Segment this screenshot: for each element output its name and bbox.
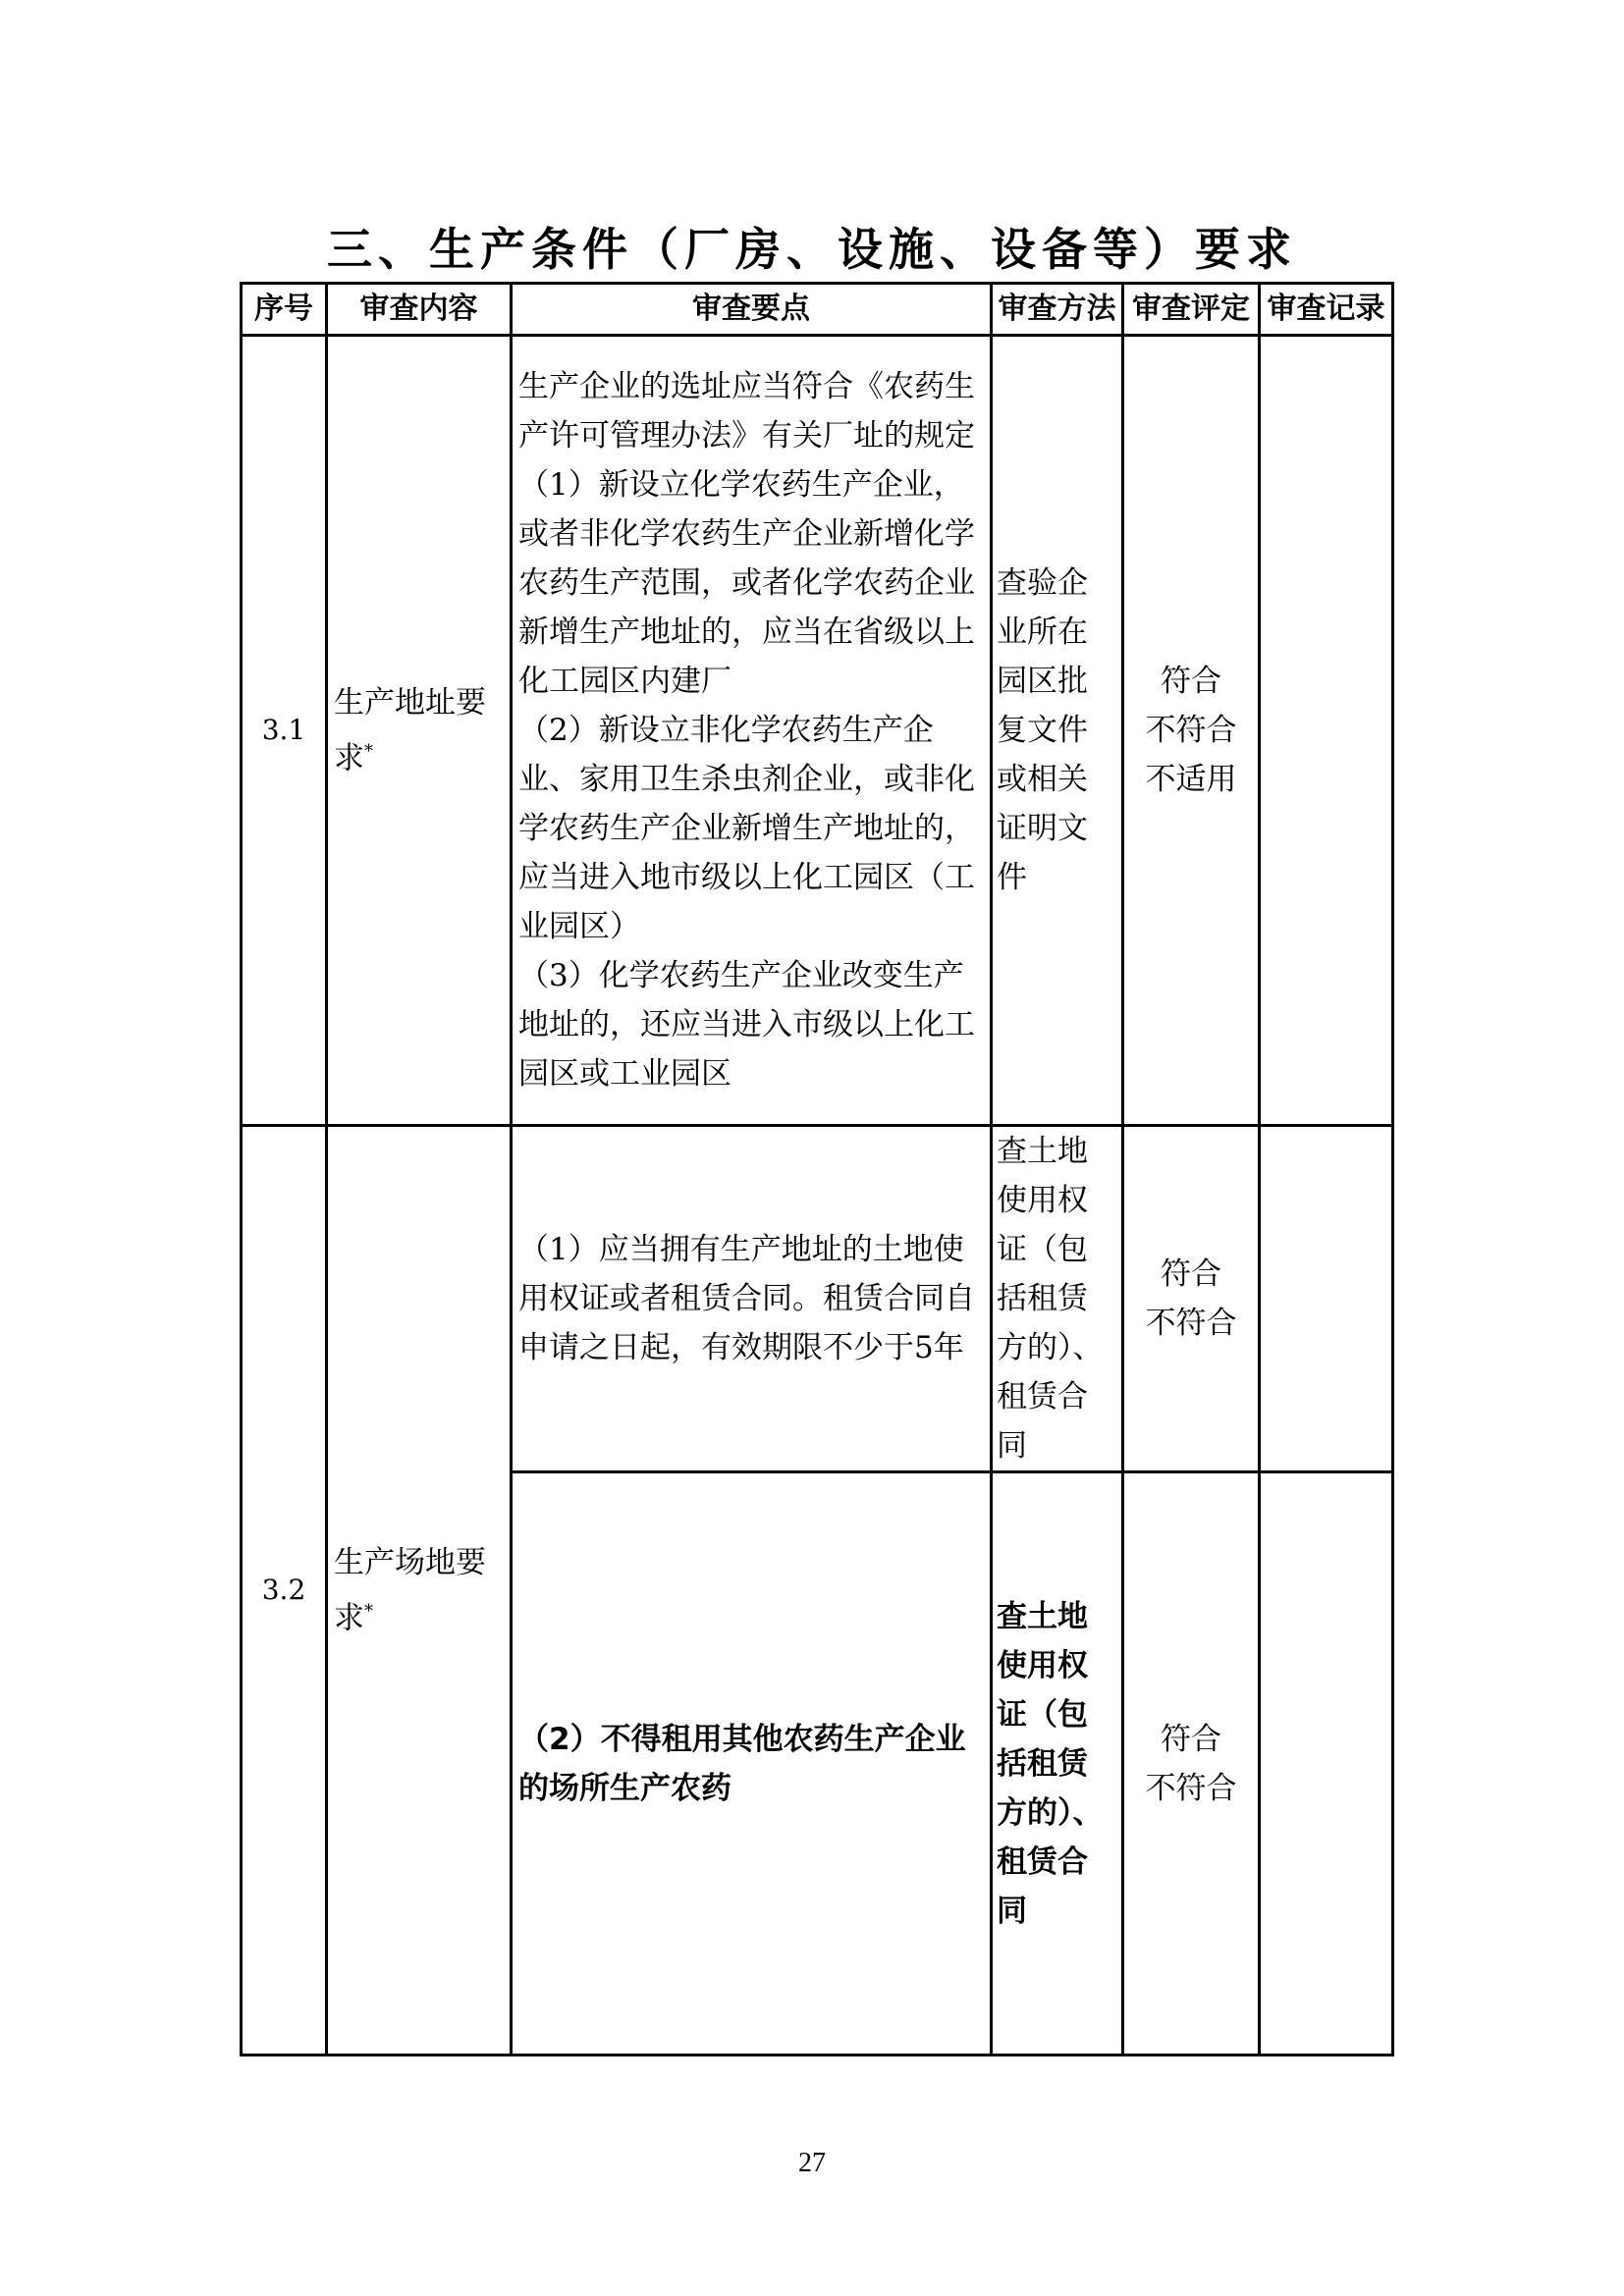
- eval-option: 不适用: [1145, 762, 1237, 797]
- content-text: 生产场地要求: [334, 1544, 486, 1636]
- row-method: 查土地使用权证（包括租赁方的）、租赁合同: [992, 1472, 1123, 2056]
- header-record: 审查记录: [1260, 284, 1393, 336]
- header-evaluation: 审查评定: [1123, 284, 1260, 336]
- content-text: 生产地址要求: [334, 684, 486, 776]
- eval-option: 不符合: [1145, 713, 1237, 748]
- row-evaluation: [1123, 1126, 1260, 1472]
- point-line: （1）新设立化学农药生产企业，或者非化学农药生产企业新增化学农药生产范围，或者化学农药企业新增生产地址的，应当在省级以上化工园区内建厂: [518, 467, 975, 699]
- row-no: 3.2: [242, 1126, 327, 2056]
- row-record[interactable]: [1260, 1472, 1393, 2056]
- row-record[interactable]: [1260, 1126, 1393, 1472]
- point-line: （3）化学农药生产企业改变生产地址的，还应当进入市级以上化工园区或工业园区: [518, 958, 975, 1092]
- eval-option: 不符合: [1145, 1306, 1237, 1341]
- row-evaluation: [1123, 336, 1260, 1126]
- table-row: [242, 1126, 1393, 1472]
- page-number: 27: [798, 2148, 826, 2178]
- inspection-table: [240, 282, 1394, 2056]
- header-content: 审查内容: [327, 284, 512, 336]
- row-evaluation: [1123, 1472, 1260, 2056]
- eval-option: 符合: [1161, 1721, 1221, 1757]
- row-record[interactable]: [1260, 336, 1393, 1126]
- required-mark: *: [364, 740, 373, 762]
- row-point: [512, 336, 992, 1126]
- eval-option: 符合: [1161, 664, 1221, 699]
- eval-option: 不符合: [1145, 1770, 1237, 1806]
- table-header-row: [242, 284, 1393, 336]
- header-point: 审查要点: [512, 284, 992, 336]
- row-point: （1）应当拥有生产地址的土地使用权证或者租赁合同。租赁合同自申请之日起，有效期限不少于5年: [512, 1126, 992, 1472]
- row-content: [327, 1126, 512, 2056]
- eval-option: 符合: [1161, 1256, 1221, 1292]
- header-method: 审查方法: [992, 284, 1123, 336]
- row-method: 查土地使用权证（包括租赁方的）、租赁合同: [992, 1126, 1123, 1472]
- required-mark: *: [364, 1600, 373, 1622]
- point-line: 生产企业的选址应当符合《农药生产许可管理办法》有关厂址的规定: [518, 369, 975, 454]
- point-line: （2）新设立非化学农药生产企业、家用卫生杀虫剂企业，或非化学农药生产企业新增生产地址的，应当进入地市级以上化工园区（工业园区）: [518, 713, 975, 944]
- row-content: [327, 336, 512, 1126]
- row-point: （2）不得租用其他农药生产企业的场所生产农药: [512, 1472, 992, 2056]
- header-no: 序号: [242, 284, 327, 336]
- section-title: 三、生产条件（厂房、设施、设备等）要求: [327, 223, 1297, 276]
- row-method: 查验企业所在园区批复文件或相关证明文件: [992, 336, 1123, 1126]
- table-row: [242, 336, 1393, 1126]
- row-no: 3.1: [242, 336, 327, 1126]
